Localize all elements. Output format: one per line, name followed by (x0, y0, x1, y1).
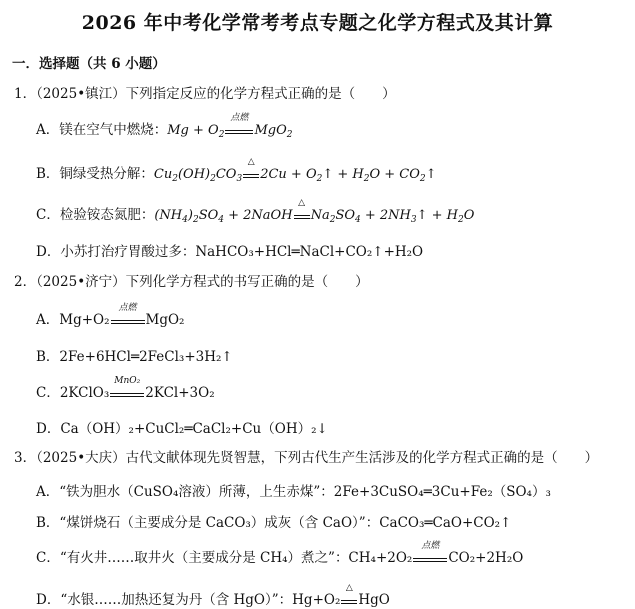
reaction-condition: 点燃 (413, 551, 447, 562)
question-1-option-d[interactable]: D．小苏打治疗胃酸过多：NaHCO₃+HCl═NaCl+CO₂↑+H₂O (36, 244, 424, 260)
question-3-option-d[interactable]: D．“水银……加热还复为丹（含 HgO）”：Hg+O₂ △ HgO (36, 583, 390, 608)
question-3-option-a[interactable]: A．“铁为胆水（CuSO₄溶液）所薄，上生赤煤”：2Fe+3CuSO₄═3Cu+Fe₂（SO₄）₃ (36, 484, 551, 500)
question-1-option-c[interactable]: C．检验铵态氮肥：$(NH_4)_2SO_4$ + 2NaOH △ $Na_2SO_4$ + $2NH_3↑ + H_2O$ (36, 198, 475, 225)
question-3-stem: 3．（2025•大庆）古代文献体现先贤智慧，下列古代生产生活涉及的化学方程式正确的是（ ） (14, 450, 599, 466)
question-3-option-c[interactable]: C．“有火井……取井火（主要成分是 CH₄）煮之”：CH₄+2O₂ 点燃 CO₂+2H₂O (36, 541, 524, 566)
reaction-condition: MnO₂ (110, 386, 144, 397)
reaction-condition: 点燃 (225, 123, 253, 134)
question-1-option-b[interactable]: B．铜绿受热分解：$Cu_2(OH)_2CO_3$ △ $2Cu + O_2↑ + H_2O$ + $CO_2↑$ (36, 157, 437, 184)
section-heading: 一．选择题（共 6 小题） (12, 56, 166, 72)
question-2-option-c[interactable]: C．2KClO₃ MnO₂ 2KCl+3O₂ (36, 376, 215, 401)
option-label: A．镁在空气中燃烧： (36, 122, 168, 138)
reaction-condition: △ (341, 593, 357, 604)
page-title: 2026 年中考化学常考考点专题之化学方程式及其计算 (81, 12, 554, 34)
option-label: C．检验铵态氮肥： (36, 207, 155, 223)
reaction-condition: △ (294, 208, 310, 219)
question-3-option-b[interactable]: B．“煤饼烧石（主要成分是 CaCO₃）成灰（含 CaO）”：CaCO₃═CaO+CO₂↑ (36, 515, 512, 531)
question-1-option-a[interactable]: A．镁在空气中燃烧：$Mg + O_2$ 点燃 MgO$_2$ (36, 113, 293, 140)
question-2-option-b[interactable]: B．2Fe+6HCl═2FeCl₃+3H₂↑ (36, 349, 233, 365)
option-label: B．铜绿受热分解： (36, 166, 154, 182)
reaction-condition: 点燃 (111, 313, 145, 324)
question-2-option-d[interactable]: D．Ca（OH）₂+CuCl₂═CaCl₂+Cu（OH）₂↓ (36, 421, 328, 437)
question-2-option-a[interactable]: A．Mg+O₂ 点燃 MgO₂ (36, 303, 185, 328)
reaction-condition: △ (243, 167, 259, 178)
question-2-stem: 2．（2025•济宁）下列化学方程式的书写正确的是（ ） (14, 274, 369, 290)
question-1-stem: 1．（2025•镇江）下列指定反应的化学方程式正确的是（ ） (14, 86, 396, 102)
